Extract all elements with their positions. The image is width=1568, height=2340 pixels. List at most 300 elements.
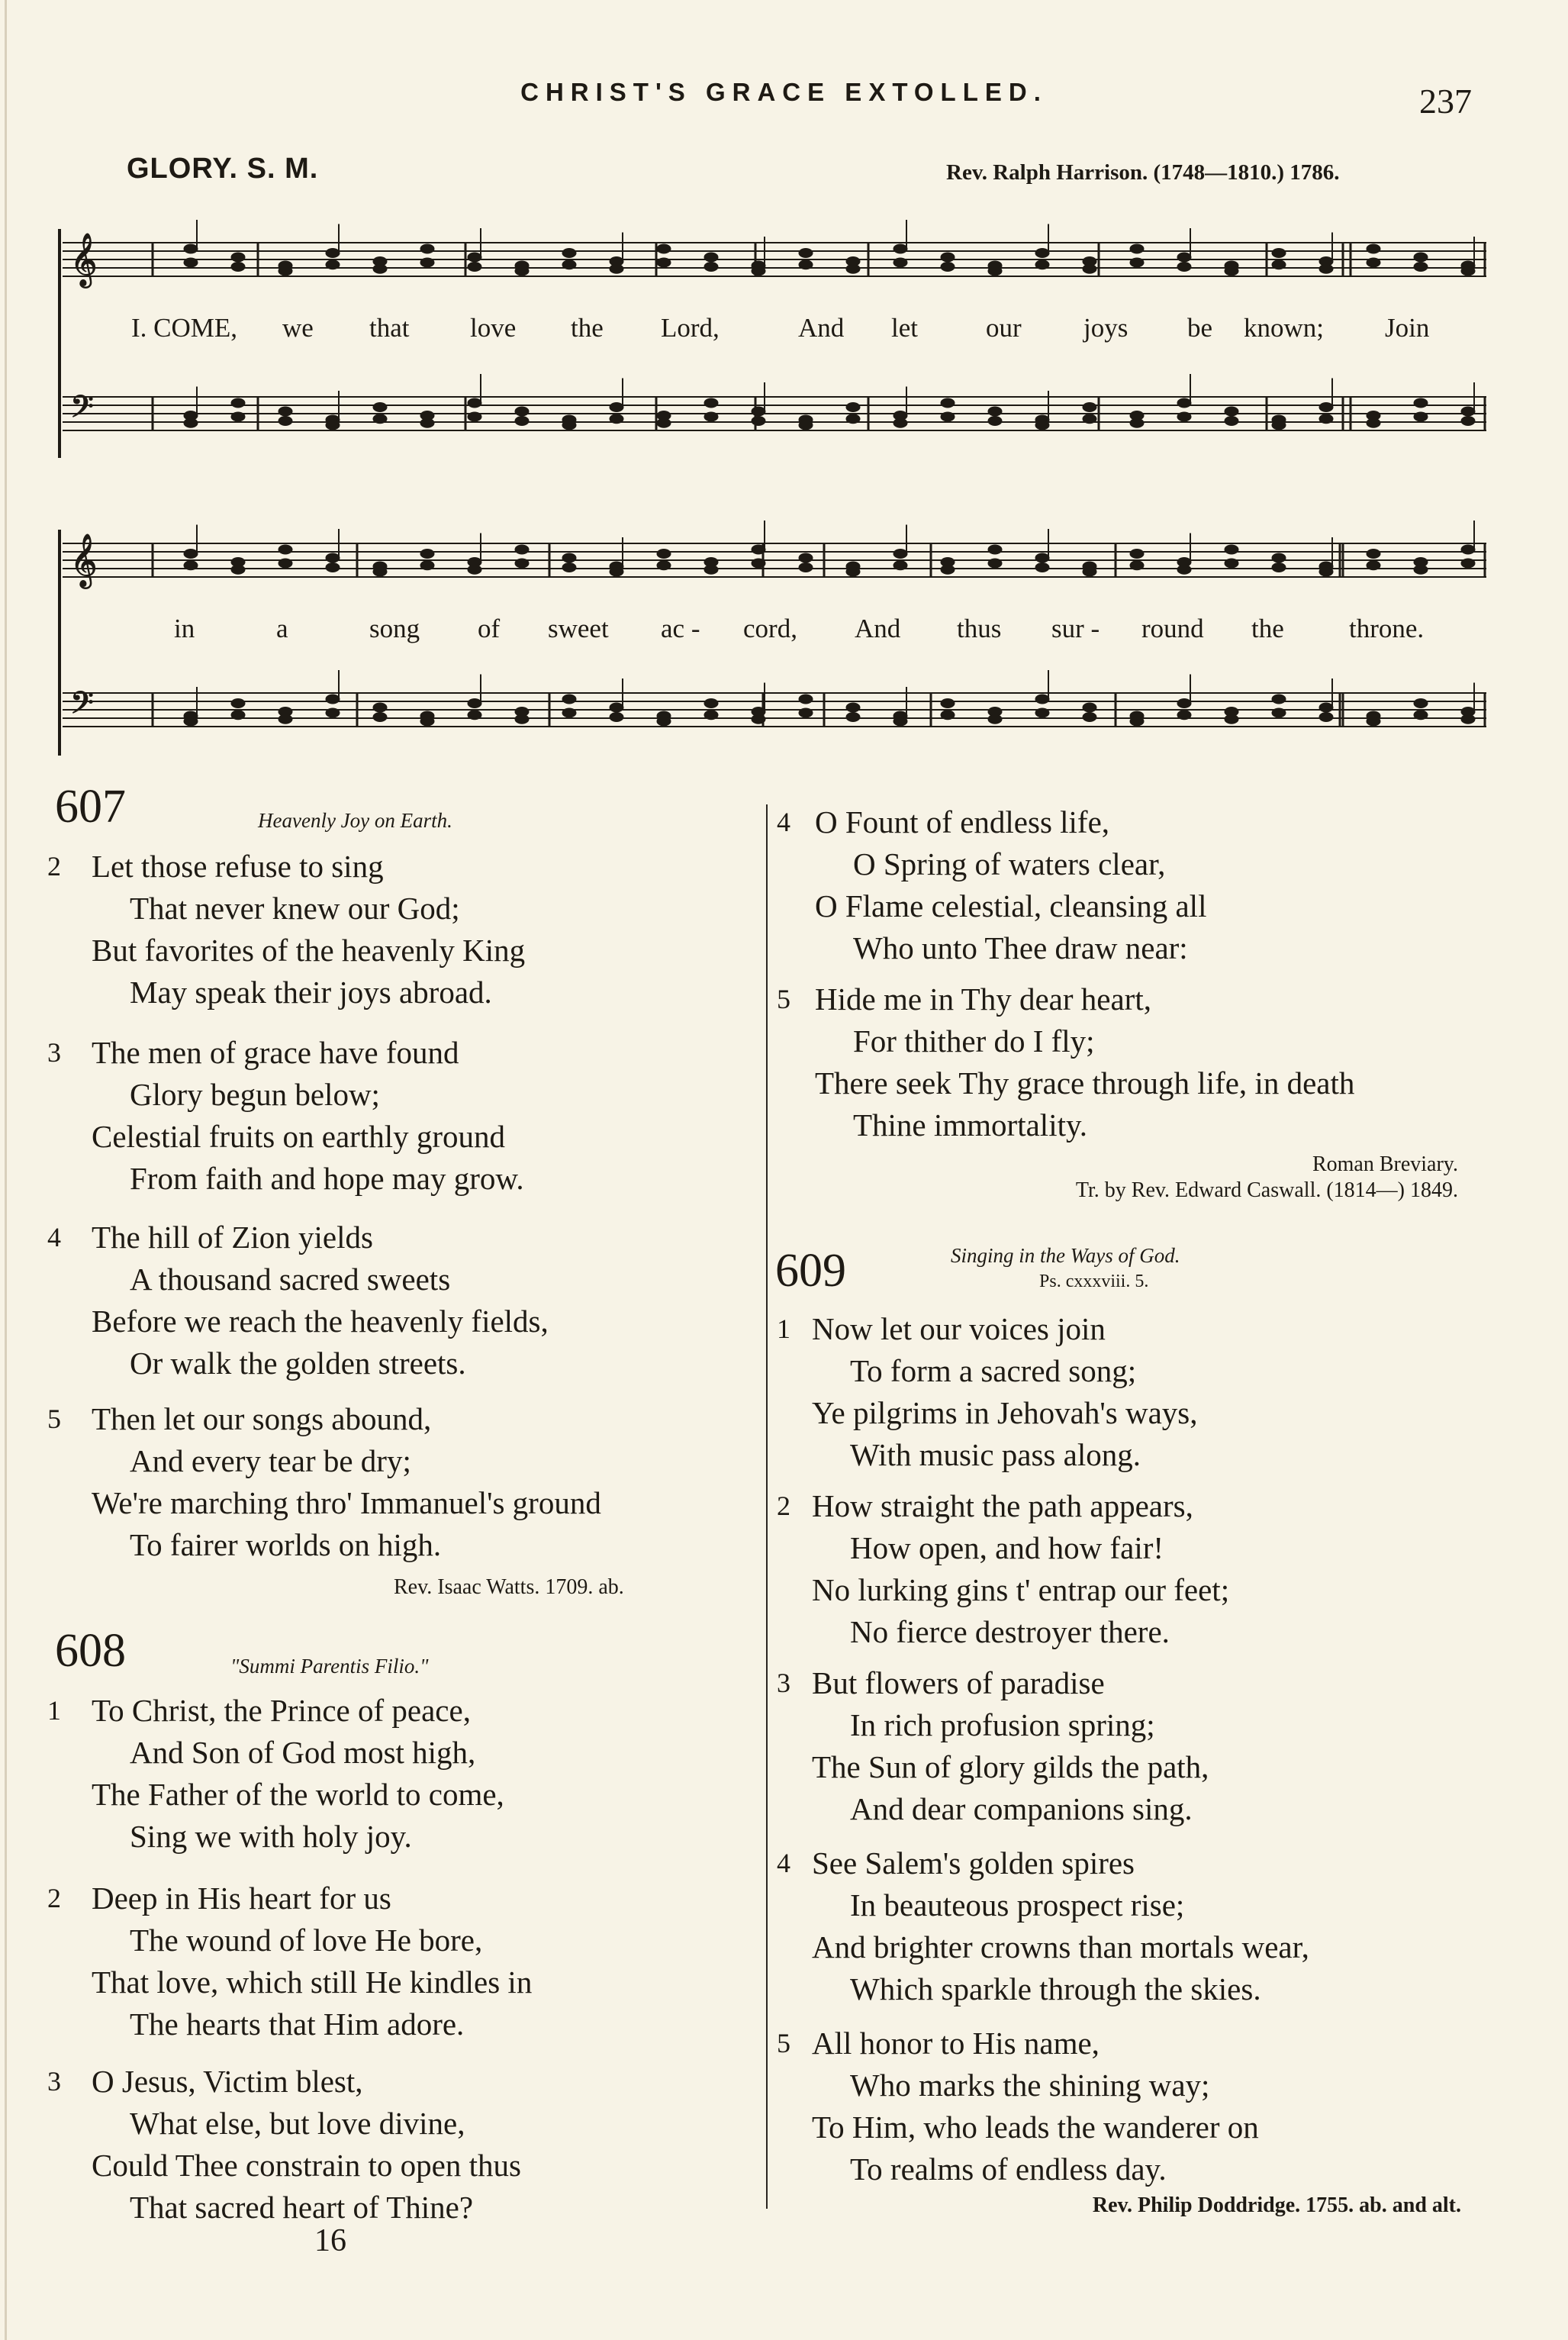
stanza-number: 5: [47, 1404, 61, 1434]
note-head: [1272, 260, 1286, 269]
note-head: [988, 545, 1002, 554]
note-head: [420, 244, 434, 253]
verse-line: The men of grace have found: [92, 1035, 459, 1070]
note-head: [1225, 559, 1238, 568]
note-head: [1035, 260, 1049, 269]
stanza-number: 4: [777, 807, 790, 837]
note-head: [704, 263, 718, 272]
note-head: [515, 545, 529, 554]
lyric-word: round: [1141, 614, 1204, 643]
verse-line: To realms of endless day.: [850, 2151, 1167, 2187]
stanza-number: 2: [47, 851, 61, 882]
note-head: [326, 695, 340, 704]
stanza-number: 3: [777, 1668, 790, 1698]
lyric-word: ac -: [661, 614, 700, 643]
note-head: [704, 398, 718, 408]
note-head: [1414, 699, 1428, 708]
note-head: [1035, 695, 1049, 704]
stanza-number: 1: [777, 1313, 790, 1344]
hymn-title: Heavenly Joy on Earth.: [258, 809, 452, 832]
lyric-word: thus: [957, 614, 1002, 643]
note-head: [420, 561, 434, 570]
note-head: [1177, 253, 1191, 262]
note-head: [1177, 263, 1191, 272]
note-head: [1319, 264, 1333, 273]
note-head: [1367, 561, 1380, 570]
verse-line: How open, and how fair!: [850, 1530, 1164, 1565]
note-head: [704, 699, 718, 708]
note-head: [1319, 414, 1333, 424]
stanza-number: 4: [777, 1848, 790, 1878]
note-head: [1225, 545, 1238, 554]
note-head: [562, 249, 576, 258]
note-head: [420, 258, 434, 267]
stanza: [777, 1308, 1197, 1476]
stanza: [777, 1662, 1209, 1830]
note-head: [704, 412, 718, 421]
note-head: [184, 550, 198, 559]
note-head: [752, 417, 765, 426]
verse-line: O Fount of endless life,: [815, 804, 1110, 840]
note-head: [1130, 717, 1144, 726]
note-head: [184, 258, 198, 267]
note-head: [1367, 258, 1380, 267]
note-head: [799, 260, 813, 269]
note-head: [1461, 407, 1475, 416]
note-head: [941, 699, 955, 708]
stanza-number: 1: [47, 1695, 61, 1726]
verse-line: A thousand sacred sweets: [130, 1262, 451, 1297]
lyric-word: we: [282, 313, 314, 343]
note-head: [941, 711, 955, 720]
verse-line: That love, which still He kindles in: [92, 1965, 533, 2000]
note-head: [1083, 713, 1096, 722]
note-head: [941, 263, 955, 272]
stanza-number: 3: [47, 2066, 61, 2097]
note-head: [373, 703, 387, 712]
note-head: [468, 565, 481, 574]
note-head: [893, 550, 907, 559]
verse-line: Thine immortality.: [853, 1107, 1088, 1143]
note-head: [1319, 703, 1333, 712]
lyrics-line-1: [0, 313, 1568, 347]
note-head: [515, 266, 529, 276]
note-head: [231, 253, 245, 262]
note-head: [846, 703, 860, 712]
note-head: [1461, 545, 1475, 554]
note-head: [468, 711, 481, 720]
note-head: [1225, 407, 1238, 416]
note-head: [326, 563, 340, 572]
note-head: [231, 711, 245, 720]
note-head: [941, 412, 955, 421]
note-head: [1083, 703, 1096, 712]
note-head: [657, 258, 671, 267]
note-head: [1319, 567, 1333, 576]
verse-line: Which sparkle through the skies.: [850, 1971, 1261, 2006]
stanza: [47, 1217, 549, 1384]
note-head: [1130, 418, 1144, 427]
verse-line: But flowers of paradise: [812, 1665, 1105, 1700]
bass-clef: 𝄢: [70, 685, 94, 728]
hymn-number: 607: [55, 781, 126, 833]
note-head: [1177, 699, 1191, 708]
note-head: [420, 717, 434, 726]
note-head: [657, 550, 671, 559]
note-head: [1367, 244, 1380, 253]
verse-line: In rich profusion spring;: [850, 1707, 1155, 1742]
note-head: [326, 249, 340, 258]
note-head: [279, 417, 292, 426]
lyric-word: love: [470, 313, 517, 343]
note-head: [1035, 563, 1049, 572]
note-head: [893, 717, 907, 726]
stanza: [47, 1032, 524, 1200]
lyric-word: our: [986, 313, 1022, 343]
note-head: [1177, 412, 1191, 421]
verse-line: Sing we with holy joy.: [130, 1819, 412, 1854]
stanza-number: 2: [777, 1491, 790, 1521]
note-head: [846, 264, 860, 273]
note-head: [893, 418, 907, 427]
note-head: [231, 263, 245, 272]
note-head: [846, 567, 860, 576]
note-head: [704, 253, 718, 262]
note-head: [1083, 403, 1096, 412]
tune-composer: Rev. Ralph Harrison. (1748—1810.) 1786.: [946, 160, 1340, 185]
verse-line: But favorites of the heavenly King: [92, 933, 526, 968]
note-head: [610, 414, 623, 424]
hymn-reference: Ps. cxxxviii. 5.: [1039, 1272, 1149, 1291]
verse-line: Could Thee constrain to open thus: [92, 2148, 521, 2183]
stanza-number: 2: [47, 1883, 61, 1913]
lyric-word: of: [478, 614, 501, 643]
note-head: [1367, 418, 1380, 427]
verse-line: Glory begun below;: [130, 1077, 380, 1112]
stanza: [777, 1842, 1309, 2010]
note-head: [231, 699, 245, 708]
stanza: [47, 1690, 504, 1858]
hymn-title: Singing in the Ways of God.: [951, 1244, 1180, 1267]
verse-line: That never knew our God;: [130, 891, 460, 926]
note-head: [1225, 266, 1238, 276]
note-head: [279, 545, 292, 554]
note-head: [988, 417, 1002, 426]
note-head: [1461, 714, 1475, 724]
page-number: 237: [1419, 82, 1472, 121]
column-divider: [766, 804, 768, 2209]
note-head: [893, 561, 907, 570]
note-head: [1272, 563, 1286, 572]
note-head: [893, 258, 907, 267]
stanza-number: 4: [47, 1222, 61, 1252]
note-head: [1414, 263, 1428, 272]
note-head: [1414, 565, 1428, 574]
lyric-word: let: [891, 313, 918, 343]
note-head: [562, 421, 576, 430]
stanza: [47, 2061, 521, 2229]
note-head: [373, 264, 387, 273]
hymn-title: "Summi Parentis Filio.": [230, 1655, 429, 1678]
verse-line: All honor to His name,: [812, 2026, 1100, 2061]
verse-line: In beauteous prospect rise;: [850, 1887, 1185, 1923]
note-head: [373, 567, 387, 576]
note-head: [799, 708, 813, 717]
stanza: [777, 2023, 1259, 2190]
note-head: [752, 545, 765, 554]
note-head: [326, 708, 340, 717]
stanza-number: 5: [777, 2028, 790, 2058]
note-head: [752, 266, 765, 276]
lyric-word: song: [369, 614, 420, 643]
note-head: [373, 414, 387, 424]
lyrics-line-2: [0, 614, 1568, 648]
verse-line: For thither do I fly;: [853, 1023, 1095, 1059]
note-head: [610, 703, 623, 712]
verse-line: How straight the path appears,: [812, 1488, 1193, 1523]
note-head: [326, 260, 340, 269]
note-head: [468, 253, 481, 262]
lyric-word: I. COME,: [131, 313, 238, 343]
note-head: [1414, 412, 1428, 421]
note-head: [704, 565, 718, 574]
note-head: [799, 249, 813, 258]
verse-line: O Jesus, Victim blest,: [92, 2064, 363, 2099]
note-head: [515, 714, 529, 724]
verse-line: Or walk the golden streets.: [130, 1346, 466, 1381]
music-score: [0, 0, 1568, 778]
note-head: [799, 563, 813, 572]
note-head: [326, 553, 340, 562]
note-head: [752, 407, 765, 416]
note-head: [562, 708, 576, 717]
lyric-word: the: [571, 313, 604, 343]
note-head: [1130, 561, 1144, 570]
note-head: [941, 565, 955, 574]
note-head: [1083, 414, 1096, 424]
signature-mark: 16: [314, 2223, 346, 2258]
note-head: [752, 559, 765, 568]
note-head: [657, 418, 671, 427]
note-head: [279, 266, 292, 276]
note-head: [1130, 244, 1144, 253]
note-head: [988, 559, 1002, 568]
verse-line: What else, but love divine,: [130, 2106, 465, 2141]
note-head: [941, 253, 955, 262]
lyric-word: joys: [1083, 313, 1129, 343]
note-head: [988, 714, 1002, 724]
note-head: [326, 421, 340, 430]
lyric-word: Lord,: [661, 313, 720, 343]
note-head: [1319, 713, 1333, 722]
verse-line: Deep in His heart for us: [92, 1881, 391, 1916]
note-head: [657, 717, 671, 726]
stanza: [47, 846, 525, 1014]
note-head: [1035, 421, 1049, 430]
note-head: [1130, 550, 1144, 559]
note-head: [1367, 550, 1380, 559]
verse-line: There seek Thy grace through life, in death: [815, 1065, 1355, 1101]
note-head: [184, 244, 198, 253]
note-head: [799, 553, 813, 562]
verse-line: No lurking gins t' entrap our feet;: [812, 1572, 1230, 1607]
verse-line: That sacred heart of Thine?: [130, 2190, 474, 2225]
lyric-word: a: [276, 614, 288, 643]
note-head: [1272, 421, 1286, 430]
note-head: [1414, 253, 1428, 262]
hymn-number: 608: [55, 1625, 126, 1677]
verse-line: We're marching thro' Immanuel's ground: [92, 1485, 601, 1520]
verse-line: The hearts that Him adore.: [130, 2006, 465, 2042]
note-head: [1177, 711, 1191, 720]
lyric-word: the: [1251, 614, 1284, 643]
verse-line: With music pass along.: [850, 1437, 1141, 1472]
note-head: [941, 398, 955, 408]
verse-line: May speak their joys abroad.: [130, 975, 492, 1010]
verse-line: And dear companions sing.: [850, 1791, 1193, 1826]
note-head: [468, 263, 481, 272]
note-head: [1035, 553, 1049, 562]
tune-name: GLORY. S. M.: [127, 153, 319, 185]
stanza: [777, 1485, 1229, 1653]
treble-clef: 𝄞: [70, 233, 98, 286]
verse-line: And Son of God most high,: [130, 1735, 476, 1770]
verse-line: And brighter crowns than mortals wear,: [812, 1929, 1309, 1965]
verse-line: Celestial fruits on earthly ground: [92, 1119, 505, 1154]
note-head: [657, 561, 671, 570]
note-head: [1272, 249, 1286, 258]
note-head: [279, 714, 292, 724]
hymn-attribution: Roman Breviary.: [1312, 1152, 1458, 1176]
verse-line: O Spring of waters clear,: [853, 846, 1166, 882]
note-head: [1035, 249, 1049, 258]
verse-line: Hide me in Thy dear heart,: [815, 981, 1151, 1017]
note-head: [515, 559, 529, 568]
note-head: [893, 244, 907, 253]
stanza: [47, 1398, 601, 1566]
lyric-word: be: [1187, 313, 1213, 343]
verse-line: O Flame celestial, cleansing all: [815, 888, 1207, 923]
note-head: [1461, 417, 1475, 426]
note-head: [610, 403, 623, 412]
note-head: [373, 403, 387, 412]
note-head: [610, 567, 623, 576]
stanza-number: 5: [777, 984, 790, 1014]
verse-line: Before we reach the heavenly fields,: [92, 1304, 549, 1339]
lyric-word: Join: [1385, 313, 1430, 343]
note-head: [846, 713, 860, 722]
note-head: [231, 398, 245, 408]
note-head: [515, 417, 529, 426]
note-head: [752, 714, 765, 724]
note-head: [1083, 567, 1096, 576]
note-head: [1177, 398, 1191, 408]
verse-line: To Him, who leads the wanderer on: [812, 2110, 1259, 2145]
lyric-word: sur -: [1051, 614, 1100, 643]
verse-line: The Sun of glory gilds the path,: [812, 1749, 1209, 1784]
verse-line: See Salem's golden spires: [812, 1845, 1135, 1881]
note-head: [799, 421, 813, 430]
note-head: [1035, 708, 1049, 717]
note-head: [279, 407, 292, 416]
hymn-attribution: Rev. Philip Doddridge. 1755. ab. and alt.: [1092, 2193, 1461, 2217]
verse-line: The Father of the world to come,: [92, 1777, 504, 1812]
note-head: [1272, 553, 1286, 562]
note-head: [1272, 708, 1286, 717]
note-head: [988, 266, 1002, 276]
note-head: [562, 553, 576, 562]
note-head: [231, 565, 245, 574]
lyric-word: And: [798, 313, 845, 343]
note-head: [562, 260, 576, 269]
note-head: [1083, 264, 1096, 273]
note-head: [562, 695, 576, 704]
lyric-word: known;: [1244, 313, 1324, 343]
verse-line: And every tear be dry;: [130, 1443, 411, 1478]
note-head: [468, 699, 481, 708]
note-head: [1225, 714, 1238, 724]
note-head: [373, 713, 387, 722]
note-head: [279, 559, 292, 568]
note-head: [1225, 417, 1238, 426]
verse-line: To form a sacred song;: [850, 1353, 1137, 1388]
note-head: [515, 407, 529, 416]
note-head: [184, 418, 198, 427]
treble-clef: 𝄞: [70, 533, 98, 587]
note-head: [1367, 717, 1380, 726]
verse-line: From faith and hope may grow.: [130, 1161, 524, 1196]
note-head: [562, 563, 576, 572]
note-head: [1319, 403, 1333, 412]
verse-line: Ye pilgrims in Jehovah's ways,: [812, 1395, 1198, 1430]
stanza: [47, 1877, 532, 2045]
note-head: [1272, 695, 1286, 704]
note-head: [468, 398, 481, 408]
note-head: [988, 407, 1002, 416]
note-head: [704, 711, 718, 720]
verse-line: Who unto Thee draw near:: [853, 930, 1188, 965]
note-head: [1414, 398, 1428, 408]
running-head: CHRIST'S GRACE EXTOLLED.: [520, 78, 1048, 106]
verse-line: Let those refuse to sing: [92, 849, 384, 884]
lyric-word: throne.: [1349, 614, 1425, 643]
verse-line: Now let our voices join: [812, 1311, 1106, 1346]
hymn-number: 609: [775, 1245, 846, 1297]
verse-line: No fierce destroyer there.: [850, 1614, 1170, 1649]
verse-line: To fairer worlds on high.: [130, 1527, 442, 1562]
verse-line: Then let our songs abound,: [92, 1401, 432, 1436]
lyric-word: And: [855, 614, 901, 643]
note-head: [184, 561, 198, 570]
bass-clef: 𝄢: [70, 389, 94, 432]
verse-line: Who marks the shining way;: [850, 2068, 1210, 2103]
note-head: [1130, 258, 1144, 267]
lyric-word: that: [369, 313, 410, 343]
lyric-word: sweet: [548, 614, 609, 643]
note-head: [1461, 559, 1475, 568]
lyric-word: cord,: [743, 614, 797, 643]
note-head: [1461, 266, 1475, 276]
note-head: [1177, 565, 1191, 574]
stanza: [777, 978, 1354, 1146]
note-head: [799, 695, 813, 704]
stanza-number: 3: [47, 1037, 61, 1068]
hymn-attribution: Tr. by Rev. Edward Caswall. (1814—) 1849.: [1075, 1178, 1458, 1202]
note-head: [846, 414, 860, 424]
verse-line: To Christ, the Prince of peace,: [92, 1693, 471, 1728]
note-head: [184, 717, 198, 726]
stanza: [777, 801, 1206, 969]
